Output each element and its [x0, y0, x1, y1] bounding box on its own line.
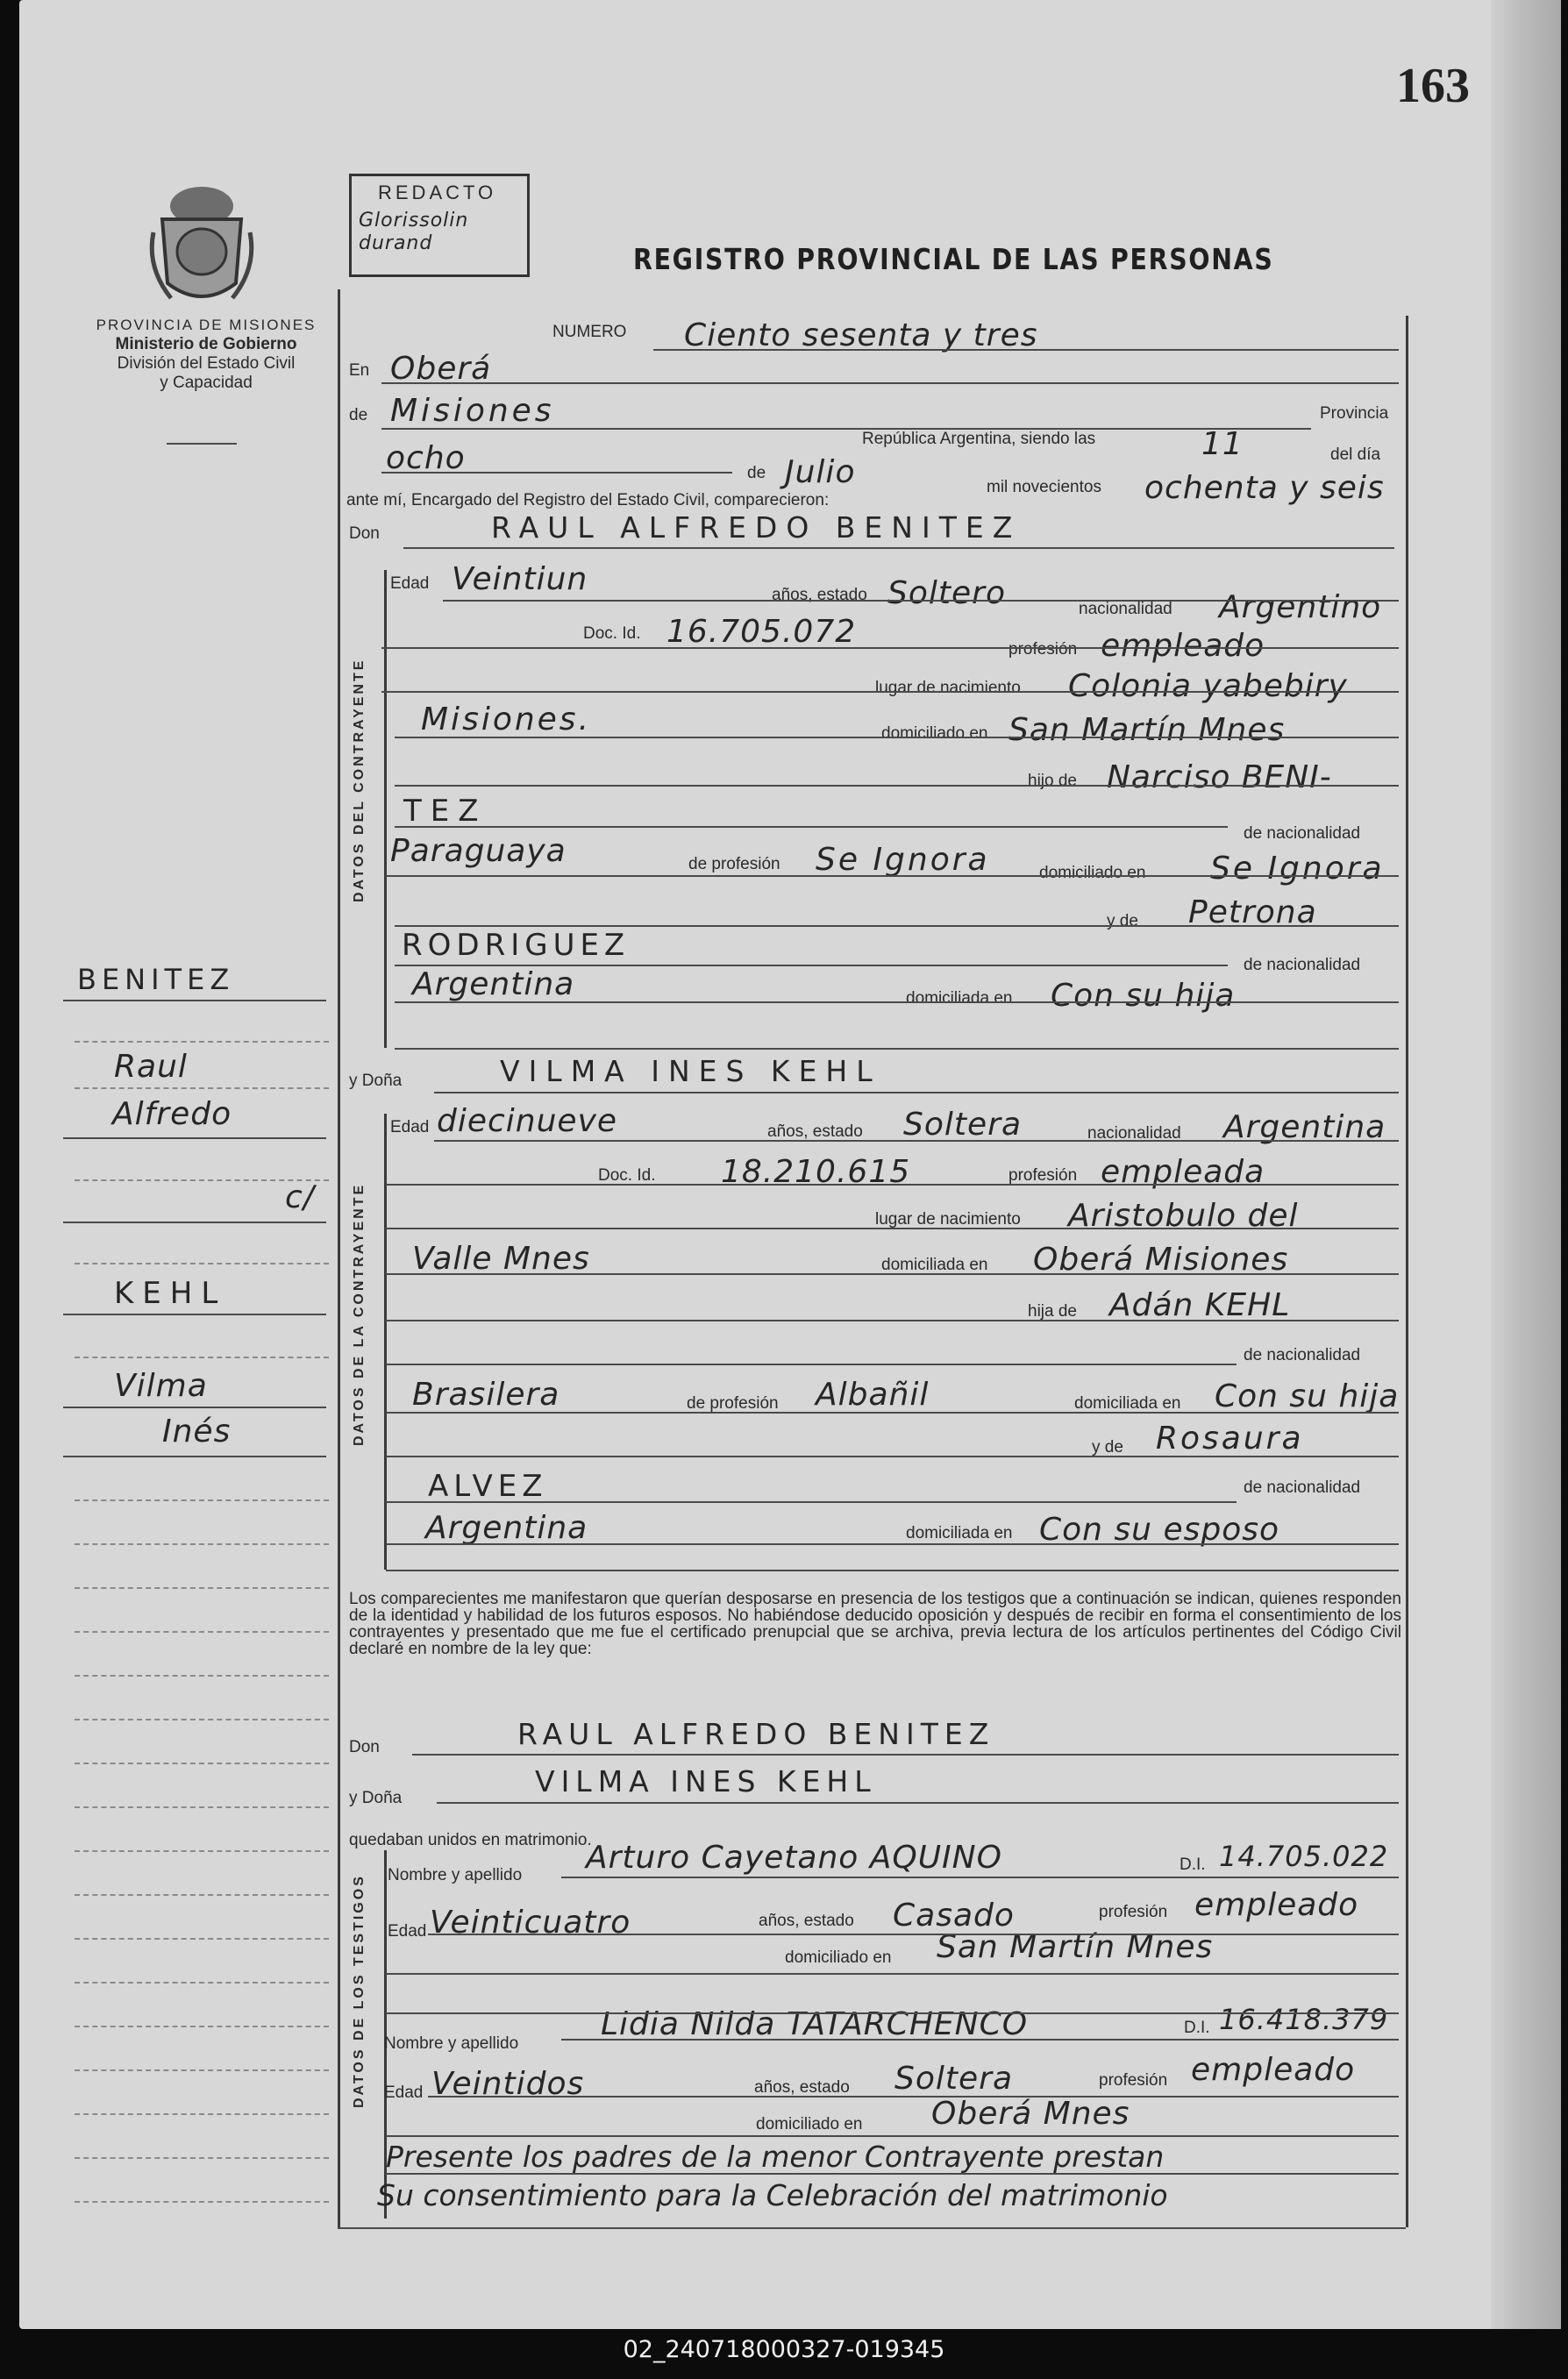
en-value: Oberá — [390, 351, 492, 387]
groom-lugar-label: lugar de nacimiento — [875, 679, 1021, 697]
bride-hija-label: hija de — [1028, 1302, 1077, 1321]
witness1-di-label: D.I. — [1180, 1855, 1206, 1874]
bride-mother-nac-label: de nacionalidad — [1244, 1478, 1361, 1497]
coat-of-arms-seal — [145, 180, 259, 311]
groom-mother-dom: Con su hija — [1051, 978, 1236, 1014]
witness2-edad-label: Edad — [384, 2083, 424, 2102]
bride-father-nac: Brasilera — [412, 1377, 560, 1413]
groom-mother-nac: Argentina — [412, 966, 575, 1002]
witness1-edad: Veinticuatro — [430, 1905, 631, 1941]
witness2-di-label: D.I. — [1184, 2019, 1210, 2037]
ministry-label: Ministerio de Gobierno — [115, 335, 297, 353]
divider — [167, 443, 237, 445]
right-border — [1406, 316, 1408, 2227]
bride-domicilio: Oberá Misiones — [1033, 1242, 1289, 1278]
groom-doc: 16.705.072 — [666, 614, 857, 650]
bride-mother-label: y de — [1092, 1438, 1123, 1457]
witness1-estado-label: años, estado — [759, 1912, 854, 1930]
left-border — [338, 289, 340, 2227]
stamp-title: REDACTO — [378, 182, 497, 203]
groom-father-dom: Se Ignora — [1210, 851, 1385, 887]
de-mes-label: de — [747, 464, 766, 482]
witness1-domicilio-label: domiciliado en — [785, 1948, 892, 1967]
groom-name: RAUL ALFREDO BENITEZ — [491, 510, 1022, 545]
margin-surname-bride: KEHL — [114, 1276, 227, 1311]
dona-label: y Doña — [349, 1072, 403, 1090]
groom-mother-nac-label: de nacionalidad — [1244, 956, 1361, 974]
side-label-witnesses: DATOS DE LOS TESTIGOS — [352, 1874, 367, 2108]
bride-mother-dom: Con su esposo — [1039, 1512, 1279, 1548]
bride-doc: 18.210.615 — [721, 1154, 911, 1190]
mes-value: Julio — [785, 454, 856, 490]
groom-profesion-label: profesión — [1009, 640, 1078, 659]
margin-given-3: Vilma — [114, 1368, 208, 1404]
groom-mother: Petrona — [1188, 894, 1317, 930]
groom-father-2: TEZ — [403, 794, 488, 829]
groom-doc-label: Doc. Id. — [583, 624, 641, 643]
bride-mother-dom-label: domiciliada en — [906, 1524, 1013, 1542]
witness2-name-label: Nombre y apellido — [384, 2034, 519, 2053]
capacity-label: y Capacidad — [160, 374, 253, 392]
groom-profesion: empleado — [1101, 628, 1265, 664]
witness2-domicilio: Oberá Mnes — [931, 2096, 1130, 2132]
republica-label: República Argentina, siendo las — [862, 430, 1096, 448]
bride-father-dom-label: domiciliada en — [1074, 1394, 1181, 1413]
margin-conjunction: c/ — [285, 1179, 315, 1215]
division-label: División del Estado Civil — [117, 354, 296, 373]
witness2-name: Lidia Nilda TATARCHENCO — [601, 2006, 1029, 2042]
witness2-profesion-label: profesión — [1099, 2071, 1168, 2090]
bride-estado: Soltera — [903, 1107, 1023, 1143]
numero-label: NUMERO — [552, 323, 627, 341]
groom-estado: Soltero — [887, 575, 1006, 611]
witness1-profesion: empleado — [1194, 1887, 1359, 1923]
provincia-label: Provincia — [1320, 404, 1389, 423]
margin-surname-groom: BENITEZ — [77, 963, 235, 996]
ante-mi-label: ante mí, Encargado del Registro del Estado Civil, comparecieron: — [346, 491, 830, 509]
hora-value: 11 — [1201, 426, 1244, 462]
consent-note-line2: Su consentimiento para la Celebración del matrimonio — [377, 2178, 1168, 2212]
groom-father-nac-label: de nacionalidad — [1244, 824, 1361, 843]
mil-label: mil novecientos — [987, 478, 1101, 496]
groom-hijo-label: hijo de — [1028, 772, 1077, 790]
bride-profesion: empleada — [1101, 1154, 1265, 1190]
groom-edad-label: Edad — [390, 574, 430, 593]
groom-father-prof: Se Ignora — [816, 842, 990, 878]
groom-lugar: Colonia yabebiry — [1068, 668, 1348, 704]
groom-mother-dom-label: domiciliada en — [906, 989, 1013, 1008]
bride-lugar: Aristobulo del — [1068, 1198, 1299, 1234]
groom-lugar-2: Misiones. — [421, 702, 592, 737]
witness1-profesion-label: profesión — [1099, 1903, 1168, 1921]
page-edge — [1491, 0, 1561, 2329]
bride-mother-2: ALVEZ — [428, 1469, 548, 1504]
groom-bracket — [384, 570, 387, 1048]
groom-estado-label: años, estado — [772, 586, 867, 604]
decl-don-label: Don — [349, 1738, 380, 1756]
bride-father-prof-label: de profesión — [687, 1394, 779, 1413]
bride-domicilio-label: domiciliada en — [881, 1256, 988, 1274]
bride-edad: diecinueve — [437, 1103, 618, 1139]
decl-don: RAUL ALFREDO BENITEZ — [517, 1717, 995, 1751]
bride-name: VILMA INES KEHL — [500, 1054, 881, 1088]
groom-father-dom-label: domiciliado en — [1039, 864, 1146, 882]
margin-given-2: Alfredo — [112, 1096, 232, 1132]
bride-doc-label: Doc. Id. — [598, 1166, 656, 1185]
witness1-domicilio: San Martín Mnes — [937, 1929, 1214, 1965]
bottom-border — [338, 2227, 1406, 2229]
witness1-name-label: Nombre y apellido — [388, 1866, 523, 1884]
bride-father-nac-label: de nacionalidad — [1244, 1346, 1361, 1364]
declaration-paragraph: Los comparecientes me manifestaron que querían desposarse en presencia de los testigos que a continuación se indican, quienes responden de la identidad y habilidad de los futuros esposos. No habiéndose deducido oposición y después de recibir en forma el consentimiento de los contrayentes y presentado que me fue el certificado prenupcial que se archiva, previa lectura de los artículos pertinentes del Código Civil declaré en nombre de la ley que: — [349, 1590, 1401, 1658]
witness1-edad-label: Edad — [388, 1922, 427, 1941]
groom-nacionalidad-label: nacionalidad — [1079, 600, 1172, 618]
del-dia-label: del día — [1330, 445, 1381, 464]
groom-mother-2: RODRIGUEZ — [402, 928, 631, 963]
bride-lugar-label: lugar de nacimiento — [875, 1210, 1021, 1229]
bride-nacionalidad-label: nacionalidad — [1087, 1124, 1181, 1143]
decl-dona-label: y Doña — [349, 1789, 403, 1807]
de-label: de — [349, 406, 368, 424]
numero-value: Ciento sesenta y tres — [684, 317, 1038, 353]
bride-edad-label: Edad — [390, 1118, 430, 1136]
witness1-di: 14.705.022 — [1219, 1840, 1389, 1873]
bride-father: Adán KEHL — [1109, 1287, 1291, 1323]
en-label: En — [349, 361, 370, 380]
redacto-stamp — [349, 174, 530, 277]
bride-lugar-2: Valle Mnes — [412, 1241, 590, 1277]
witness2-estado-label: años, estado — [754, 2078, 850, 2097]
don-label: Don — [349, 524, 380, 543]
witness2-edad: Veintidos — [431, 2066, 585, 2102]
document-title: REGISTRO PROVINCIAL DE LAS PERSONAS — [633, 242, 1274, 276]
stamp-signature: Glorissolin durand — [359, 210, 469, 254]
groom-father-nac: Paraguaya — [390, 833, 567, 869]
margin-given-4: Inés — [162, 1414, 232, 1449]
institution-block — [75, 316, 338, 393]
witness2-di: 16.418.379 — [1219, 2003, 1389, 2036]
witness1-estado: Casado — [893, 1898, 1015, 1934]
groom-edad: Veintiun — [452, 561, 588, 597]
groom-domicilio-label: domiciliado en — [881, 724, 988, 743]
groom-nacionalidad: Argentino — [1219, 589, 1382, 625]
image-id-caption: 02_240718000327-019345 — [623, 2336, 945, 2363]
groom-father-prof-label: de profesión — [688, 855, 780, 873]
bride-profesion-label: profesión — [1009, 1166, 1078, 1185]
witness2-profesion: empleado — [1191, 2052, 1356, 2088]
bride-mother-nac: Argentina — [425, 1510, 588, 1546]
bride-father-prof: Albañil — [816, 1377, 930, 1413]
quedaban-label: quedaban unidos en matrimonio. — [349, 1831, 592, 1849]
consent-note-line1: Presente los padres de la menor Contrayente prestan — [386, 2140, 1165, 2174]
bride-nacionalidad: Argentina — [1223, 1109, 1386, 1145]
witness2-domicilio-label: domiciliado en — [756, 2115, 863, 2133]
province-label: PROVINCIA DE MISIONES — [96, 317, 317, 333]
de-value: Misiones — [390, 393, 555, 429]
groom-mother-label: y de — [1107, 912, 1138, 930]
bride-father-dom: Con su hija — [1215, 1378, 1400, 1414]
decl-dona: VILMA INES KEHL — [535, 1764, 877, 1798]
witness2-estado: Soltera — [894, 2061, 1014, 2097]
witness1-name: Arturo Cayetano AQUINO — [586, 1840, 1002, 1876]
margin-given-1: Raul — [114, 1049, 188, 1085]
bride-estado-label: años, estado — [767, 1122, 863, 1141]
side-label-groom: DATOS DEL CONTRAYENTE — [352, 658, 367, 902]
dia-value: ocho — [386, 440, 466, 476]
groom-domicilio: San Martín Mnes — [1009, 712, 1286, 748]
page-number: 163 — [1396, 59, 1470, 113]
anio-value: ochenta y seis — [1144, 470, 1385, 506]
side-label-bride: DATOS DE LA CONTRAYENTE — [352, 1182, 367, 1446]
bride-mother: Rosaura — [1156, 1421, 1304, 1457]
groom-father: Narciso BENI- — [1107, 759, 1332, 795]
